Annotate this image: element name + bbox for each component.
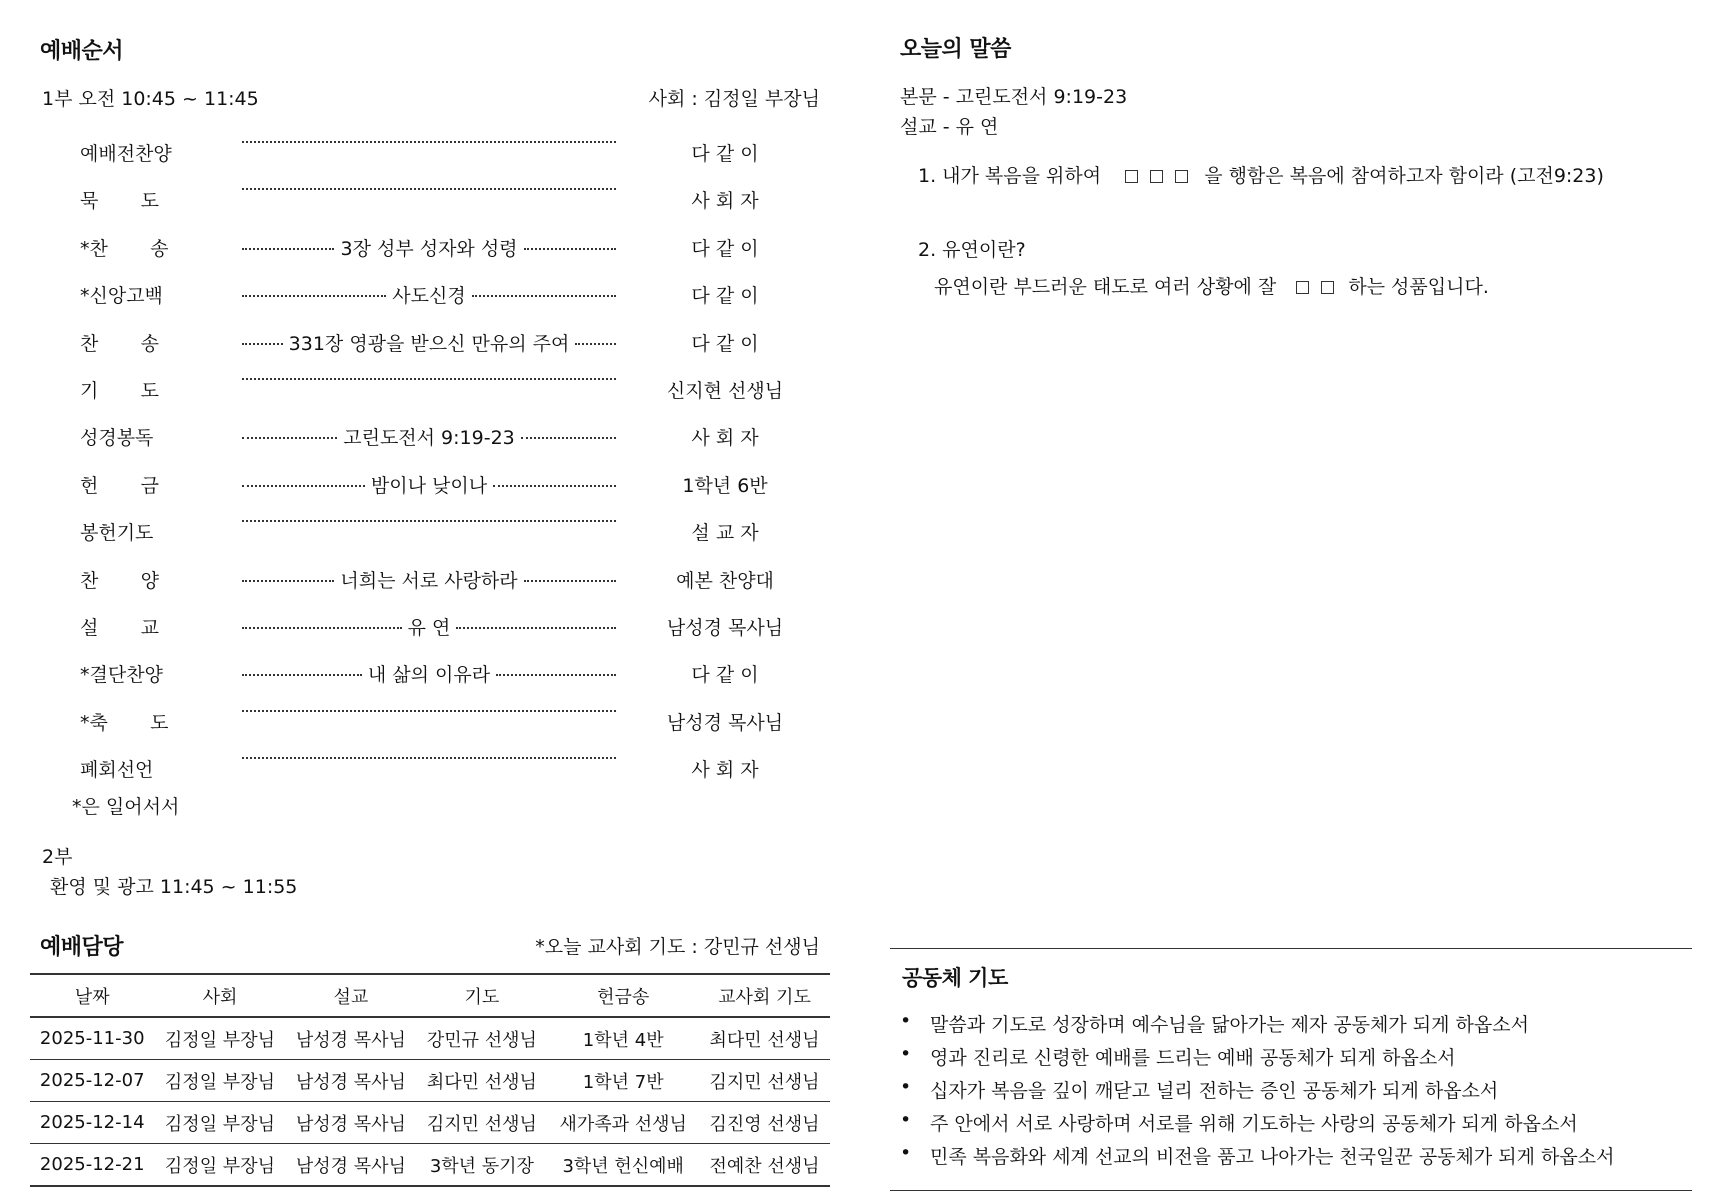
table-row xyxy=(30,1017,830,1060)
column-header: 헌금송 xyxy=(597,986,650,1008)
column-header: 교사회 기도 xyxy=(718,986,811,1008)
dotted-leader xyxy=(242,329,616,356)
dot-fill xyxy=(521,437,616,439)
blank-box xyxy=(1125,170,1138,183)
order-item-leader: 1학년 6반 xyxy=(682,475,768,497)
teacher-prayer-note: *오늘 교사회 기도 : 강민규 선생님 xyxy=(535,936,820,958)
table-cell: 김정일 부장님 xyxy=(164,1029,275,1051)
table-cell: 김진영 선생님 xyxy=(709,1113,820,1135)
word-heading: 오늘의 말씀 xyxy=(900,37,1011,62)
question-2 xyxy=(934,272,1489,299)
order-row xyxy=(40,660,820,690)
table-cell: 3학년 헌신예배 xyxy=(562,1155,684,1177)
session2-label: 2부 xyxy=(42,846,73,868)
order-item-detail: 3장 성부 성자와 성령 xyxy=(340,238,518,260)
order-row xyxy=(40,329,820,359)
table-row xyxy=(30,1060,830,1102)
bullet: • xyxy=(900,1109,912,1131)
order-item-name: *찬 송 xyxy=(80,238,169,260)
blank-box xyxy=(1321,281,1334,294)
dot-fill xyxy=(242,580,334,582)
order-item-leader: 신지현 선생님 xyxy=(666,380,784,402)
dotted-leader xyxy=(242,234,616,261)
standing-note: *은 일어서서 xyxy=(72,796,180,818)
dotted-leader xyxy=(242,755,616,759)
dot-fill xyxy=(242,248,334,250)
prayer-item xyxy=(900,1142,1614,1175)
session2-detail: 환영 및 광고 11:45 ~ 11:55 xyxy=(50,876,298,898)
dotted-leader xyxy=(242,566,616,593)
order-row xyxy=(40,234,820,264)
prayer-text: 말씀과 기도로 성장하며 예수님을 닮아가는 제자 공동체가 되게 하옵소서 xyxy=(930,1014,1529,1036)
order-item-detail: 고린도전서 9:19-23 xyxy=(343,427,515,449)
question-1-after: 을 행함은 복음에 참여하고자 함이라 (고전9:23) xyxy=(1204,165,1604,187)
dot-fill xyxy=(242,627,402,629)
dot-fill xyxy=(524,580,616,582)
dot-fill xyxy=(242,343,283,345)
question-1-before: 1. 내가 복음을 위하여 xyxy=(918,165,1102,187)
question-1 xyxy=(918,161,1604,188)
dotted-leader xyxy=(242,613,616,640)
dot-fill xyxy=(242,141,616,143)
table-cell: 강민규 선생님 xyxy=(426,1029,537,1051)
prayer-item xyxy=(900,1076,1614,1109)
column-header: 사회 xyxy=(202,986,238,1008)
table-cell: 김정일 부장님 xyxy=(164,1155,275,1177)
duty-table xyxy=(30,973,830,1187)
table-cell: 남성경 목사님 xyxy=(295,1071,406,1093)
bullet: • xyxy=(900,1142,912,1164)
prayer-item xyxy=(900,1109,1614,1142)
dot-fill xyxy=(575,343,616,345)
order-item-name: *축 도 xyxy=(80,712,169,734)
table-row xyxy=(30,1144,830,1187)
order-item-detail: 331장 영광을 받으신 만유의 주여 xyxy=(288,333,570,355)
dot-fill xyxy=(242,188,616,190)
divider-top xyxy=(890,948,1692,949)
dotted-leader xyxy=(242,660,616,687)
dotted-leader xyxy=(242,281,616,308)
table-cell: 1학년 7반 xyxy=(582,1071,664,1093)
order-item-name: *결단찬양 xyxy=(80,664,163,686)
dot-fill xyxy=(496,674,616,676)
order-row xyxy=(40,708,820,738)
table-cell: 3학년 동기장 xyxy=(429,1155,534,1177)
table-cell: 김지민 선생님 xyxy=(709,1071,820,1093)
dot-fill xyxy=(242,378,616,380)
blank-box-group xyxy=(1119,165,1200,187)
bullet: • xyxy=(900,1076,912,1098)
prayer-text: 민족 복음화와 세계 선교의 비전을 품고 나아가는 천국일꾼 공동체가 되게 하옵소서 xyxy=(930,1146,1615,1168)
prayer-text: 영과 진리로 신령한 예배를 드리는 예배 공동체가 되게 하옵소서 xyxy=(930,1047,1456,1069)
community-heading: 공동체 기도 xyxy=(902,966,1008,990)
blank-box-group xyxy=(1290,276,1346,298)
blank-box xyxy=(1175,170,1188,183)
order-item-detail: 너희는 서로 사랑하라 xyxy=(340,570,518,592)
order-row xyxy=(40,376,820,406)
sermon-preacher: 설교 - 유 연 xyxy=(900,116,999,138)
dot-fill xyxy=(242,757,616,759)
dot-fill xyxy=(242,674,362,676)
table-cell: 2025-12-21 xyxy=(39,1154,145,1175)
table-cell: 남성경 목사님 xyxy=(295,1155,406,1177)
question-2-after: 하는 성품입니다. xyxy=(1348,276,1489,298)
bullet: • xyxy=(900,1010,912,1032)
duty-table-header xyxy=(30,974,830,1017)
table-cell: 새가족과 선생님 xyxy=(559,1113,687,1135)
table-cell: 2025-11-30 xyxy=(39,1028,145,1049)
order-item-detail: 유 연 xyxy=(407,617,451,639)
dotted-leader xyxy=(242,518,616,522)
order-row xyxy=(40,755,820,785)
bullet: • xyxy=(900,1043,912,1065)
order-item-name: *신앙고백 xyxy=(80,285,163,307)
order-row xyxy=(40,139,820,169)
order-row xyxy=(40,613,820,643)
dot-fill xyxy=(242,520,616,522)
order-item-name: 폐회선언 xyxy=(80,759,154,781)
order-item-name: 찬 양 xyxy=(80,570,159,592)
order-item-leader: 설 교 자 xyxy=(691,522,759,544)
dotted-leader xyxy=(242,186,616,190)
table-cell: 2025-12-07 xyxy=(39,1070,145,1091)
table-cell: 최다민 선생님 xyxy=(426,1071,537,1093)
order-item-name: 묵 도 xyxy=(80,190,159,212)
order-item-detail: 밤이나 낮이나 xyxy=(370,475,488,497)
table-cell: 김정일 부장님 xyxy=(164,1071,275,1093)
order-item-leader: 남성경 목사님 xyxy=(666,712,784,734)
order-item-leader: 다 같 이 xyxy=(691,664,759,686)
order-row xyxy=(40,186,820,216)
divider-bottom xyxy=(890,1190,1692,1191)
question-2-title: 2. 유연이란? xyxy=(918,239,1026,261)
table-cell: 김지민 선생님 xyxy=(426,1113,537,1135)
dotted-leader xyxy=(242,423,616,450)
order-item-name: 헌 금 xyxy=(80,475,159,497)
order-item-name: 기 도 xyxy=(80,380,159,402)
prayer-item xyxy=(900,1043,1614,1076)
order-heading: 예배순서 xyxy=(40,39,124,64)
dot-fill xyxy=(242,710,616,712)
service-host: 사회 : 김정일 부장님 xyxy=(648,88,820,110)
question-2-before: 유연이란 부드러운 태도로 여러 상황에 잘 xyxy=(934,276,1277,298)
community-prayer-list xyxy=(900,1010,1614,1175)
order-item-name: 설 교 xyxy=(80,617,159,639)
blank-box xyxy=(1296,281,1309,294)
table-row xyxy=(30,1102,830,1144)
dot-fill xyxy=(242,437,337,439)
dotted-leader xyxy=(242,471,616,498)
order-row xyxy=(40,518,820,548)
dotted-leader xyxy=(242,376,616,380)
dot-fill xyxy=(456,627,616,629)
prayer-item xyxy=(900,1010,1614,1043)
order-item-detail: 사도신경 xyxy=(392,285,466,307)
order-item-name: 성경봉독 xyxy=(80,427,154,449)
table-cell: 김정일 부장님 xyxy=(164,1113,275,1135)
dot-fill xyxy=(242,485,365,487)
order-row xyxy=(40,471,820,501)
dot-fill xyxy=(493,485,616,487)
order-item-leader: 다 같 이 xyxy=(691,238,759,260)
order-item-leader: 다 같 이 xyxy=(691,143,759,165)
scripture-text: 본문 - 고린도전서 9:19-23 xyxy=(900,86,1128,108)
order-item-leader: 사 회 자 xyxy=(691,759,759,781)
blank-box xyxy=(1150,170,1163,183)
column-header: 기도 xyxy=(464,986,500,1008)
dot-fill xyxy=(524,248,616,250)
order-row xyxy=(40,281,820,311)
order-item-name: 봉헌기도 xyxy=(80,522,154,544)
order-row xyxy=(40,423,820,453)
session1-time: 1부 오전 10:45 ~ 11:45 xyxy=(42,88,259,110)
order-item-detail: 내 삶의 이유라 xyxy=(367,664,491,686)
order-item-leader: 남성경 목사님 xyxy=(666,617,784,639)
prayer-text: 주 안에서 서로 사랑하며 서로를 위해 기도하는 사랑의 공동체가 되게 하옵소서 xyxy=(930,1113,1578,1135)
prayer-text: 십자가 복음을 깊이 깨닫고 널리 전하는 증인 공동체가 되게 하옵소서 xyxy=(930,1080,1499,1102)
table-cell: 남성경 목사님 xyxy=(295,1113,406,1135)
dotted-leader xyxy=(242,139,616,143)
order-item-leader: 예본 찬양대 xyxy=(676,570,774,592)
dot-fill xyxy=(242,295,386,297)
dotted-leader xyxy=(242,708,616,712)
table-cell: 2025-12-14 xyxy=(39,1112,145,1133)
table-cell: 전예찬 선생님 xyxy=(709,1155,820,1177)
duty-heading: 예배담당 xyxy=(40,935,124,960)
table-cell: 남성경 목사님 xyxy=(295,1029,406,1051)
order-item-leader: 사 회 자 xyxy=(691,190,759,212)
column-header: 설교 xyxy=(333,986,369,1008)
order-item-name: 예배전찬양 xyxy=(80,143,172,165)
order-item-leader: 다 같 이 xyxy=(691,285,759,307)
table-cell: 1학년 4반 xyxy=(582,1029,664,1051)
table-cell: 최다민 선생님 xyxy=(709,1029,820,1051)
dot-fill xyxy=(472,295,616,297)
order-item-leader: 사 회 자 xyxy=(691,427,759,449)
order-item-name: 찬 송 xyxy=(80,333,159,355)
order-row xyxy=(40,566,820,596)
order-item-leader: 다 같 이 xyxy=(691,333,759,355)
column-header: 날짜 xyxy=(74,986,110,1008)
